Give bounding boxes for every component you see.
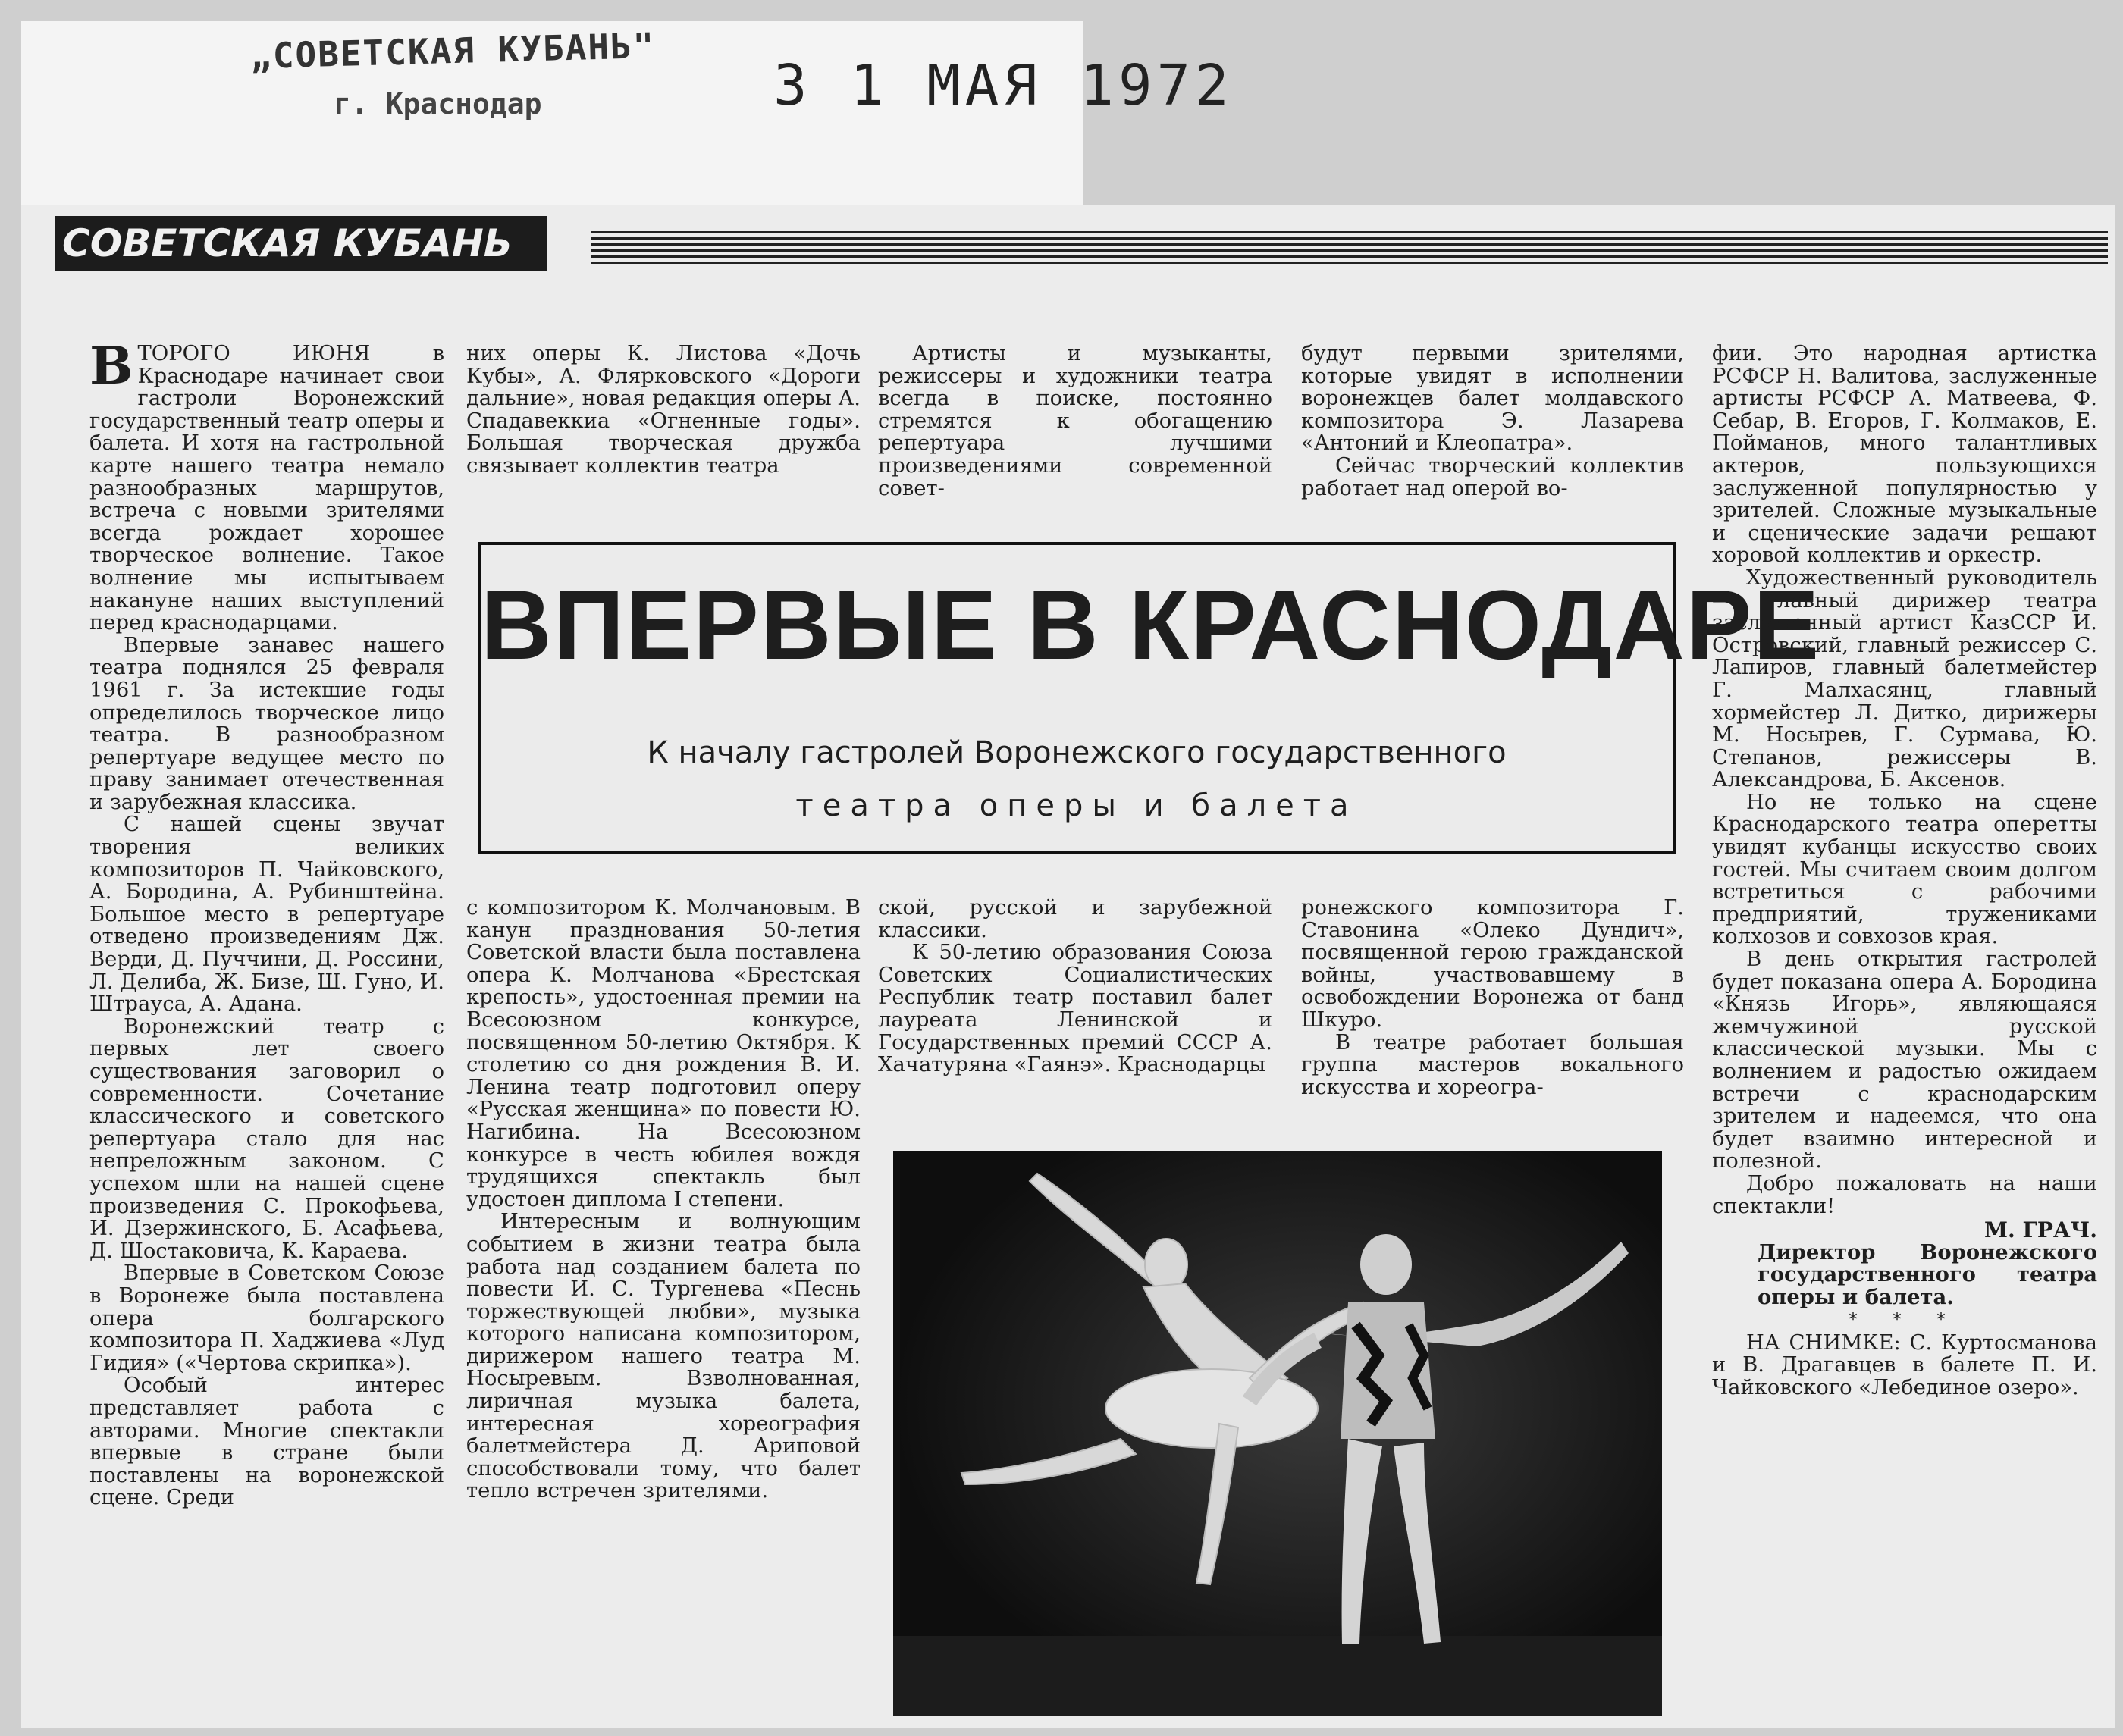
paragraph: с композитором К. Молчановым. В канун празднования 50-летия Советской власти была поставлена опера К. Молчанова «Брестская крепость», удостоенная премии на Всесоюзном конкурсе, посвященном 50-летию Октября. К столетию со дня рождения В. И. Ленина театр подготовил оперу «Русская женщина» по повести Ю. Нагибина. На Всесоюзном конкурсе в честь юбилея вождя трудящихся спектакль был удостоен диплома I степени.	[466, 896, 861, 1211]
paragraph: будут первыми зрителями, которые увидят в исполнении воронежцев балет молдавского композитора Э. Лазарева «Антоний и Клеопатра».	[1301, 342, 1684, 456]
paragraph: Воронежский театр с первых лет своего существования заговорил о современности. Сочетание классического и советского репертуара стало для нас непреложным законом. С успехом шли на нашей сцене произведения С. Прокофьева, И. Дзержинского, Б. Асафьева, Д. Шостаковича, К. Караева.	[89, 1014, 444, 1263]
paragraph: Особый интерес представляет работа с авторами. Многие спектакли впервые в стране были поставлены на воронежской сцене. Среди	[89, 1374, 444, 1510]
paragraph: В театре работает большая группа мастеров вокального искусства и хореогра-	[1301, 1030, 1684, 1099]
separator-stars: * * *	[1849, 1310, 1961, 1330]
drop-cap: В	[89, 336, 133, 396]
paragraph: Художественный руководитель — главный дирижер театра заслуженный артист КазССР И. Островский, главный режиссер С. Лапиров, главный балетмейстер Г. Малхасянц, главный хормейстер Л. Дитко, дирижеры М. Носырев, Г. Сурмава, Ю. Степанов, режиссеры В. Александрова, Б. Аксенов.	[1712, 566, 2097, 792]
masthead-rule	[591, 231, 2108, 268]
article-subtitle-line2: театра оперы и балета	[795, 788, 1358, 823]
paragraph: Артисты и музыканты, режиссеры и художники театра всегда в поиске, постоянно стремятся к обогащению репертуара лучшими произведениями современной совет-	[878, 342, 1272, 500]
article-column-4-bottom	[1301, 897, 1684, 1098]
paragraph: ронежского композитора Г. Ставонина «Олеко Дундич», посвященной герою гражданской войны, участвовавшему в освобождении Воронежа от банд Шкуро.	[1301, 896, 1684, 1032]
article-subtitle: К началу гастролей Воронежского государственного	[647, 735, 1507, 770]
date-stamp: 3 1 МАЯ 1972	[773, 53, 1234, 118]
city-stamp: г. Краснодар	[334, 87, 542, 121]
paragraph: Добро пожаловать на наши спектакли!	[1712, 1171, 2097, 1218]
source-stamp: „СОВЕТСКАЯ КУБАНЬ"	[249, 25, 657, 77]
paragraph: Сейчас творческий коллектив работает над оперой во-	[1301, 453, 1684, 500]
signature-name: М. ГРАЧ.	[1984, 1217, 2097, 1243]
ballet-photo	[893, 1151, 1662, 1716]
article-column-4-top	[1301, 343, 1684, 500]
article-column-2-top	[466, 343, 861, 478]
paragraph: Интересным и волнующим событием в жизни театра была работа над созданием балета по повести И. С. Тургенева «Песнь торжествующей любви», музыка которого написана композитором, дирижером нашего театра М. Носыревым. Взволнованная, лиричная музыка балета, интересная хореография балетмейстера Д. Ариповой способствовали тому, что балет тепло встречен зрителями.	[466, 1210, 861, 1503]
paragraph	[89, 336, 444, 635]
paragraph: Впервые занавес нашего театра поднялся 25 февраля 1961 г. За истекшие годы определилось творческое лицо театра. В разнообразном репертуаре ведущее место по праву занимает отечественная и зарубежная классика.	[89, 633, 444, 814]
paragraph: С нашей сцены звучат творения великих композиторов П. Чайковского, А. Бородина, А. Рубинштейна. Большое место в репертуаре отведено произведениям Дж. Верди, Д. Пуччини, Д. Россини, Л. Делиба, Ж. Бизе, Ш. Гуно, И. Штрауса, А. Адана.	[89, 813, 444, 1017]
paragraph: Впервые в Советском Союзе в Воронеже была поставлена опера болгарского композитора П. Хаджиева «Луд Гидия» («Чертова скрипка»).	[89, 1261, 444, 1375]
ballet-dancers-image	[893, 1151, 1662, 1716]
photo-caption: НА СНИМКЕ: С. Куртосманова и В. Драгавцев в балете П. И. Чайковского «Лебединое озеро».	[1712, 1330, 2097, 1399]
article-column-3-top	[878, 343, 1272, 500]
paragraph: них оперы К. Листова «Дочь Кубы», А. Флярковского «Дороги дальние», новая редакция оперы А. Спадавеккиа «Огненные годы». Большая творческая дружба связывает коллектив театра	[466, 342, 861, 478]
article-column-1	[89, 336, 444, 1510]
paragraph: В день открытия гастролей будет показана опера А. Бородина «Князь Игорь», являющаяся жемчужиной русской классической музыки. Мы с волнением и радостью ожидаем встречи с краснодарским зрителем и надеемся, что она будет взаимно интересной и полезной.	[1712, 948, 2097, 1174]
article-column-2-bottom	[466, 897, 861, 1503]
paragraph-text: ТОРОГО ИЮНЯ в Краснодаре начинает свои гастроли Воронежский государственный театр оперы и балета. И хотя на гастрольной карте нашего театра немало разнообразных маршрутов, встреча с новыми зрителями всегда рождает хорошее творческое волнение. Такое волнение мы испытываем накануне наших выступлений перед краснодарцами.	[89, 342, 444, 635]
paragraph: К 50-летию образования Союза Советских Социалистических Республик театр поставил балет лауреата Ленинской и Государственных премий СССР А. Хачатуряна «Гаянэ». Краснодарцы	[878, 941, 1272, 1077]
signature-title: Директор Воронежского государственного театра оперы и балета.	[1758, 1239, 2097, 1309]
article-column-3-bottom	[878, 897, 1272, 1076]
headline-box	[478, 542, 1821, 854]
paragraph: Но не только на сцене Краснодарского театра оперетты увидят кубанцы искусство своих гостей. Мы считаем своим долгом встретиться с рабочими предприятий, тружениками колхозов и совхозов края.	[1712, 790, 2097, 949]
paragraph: ской, русской и зарубежной классики.	[878, 896, 1272, 942]
article-column-5	[1712, 343, 2097, 1399]
article-headline: ВПЕРВЫЕ В КРАСНОДАРЕ	[481, 569, 1821, 680]
paragraph: фии. Это народная артистка РСФСР Н. Валитова, заслуженные артисты РСФСР А. Матвеева, Ф. Себар, В. Егоров, Г. Колмаков, Е. Пойманов, много талантливых актеров, пользующихся заслуженной популярностью у зрителей. Сложные музыкальные и сценические задачи решают хоровой коллектив и оркестр.	[1712, 342, 2097, 568]
newspaper-masthead: СОВЕТСКАЯ КУБАНЬ	[55, 216, 547, 271]
